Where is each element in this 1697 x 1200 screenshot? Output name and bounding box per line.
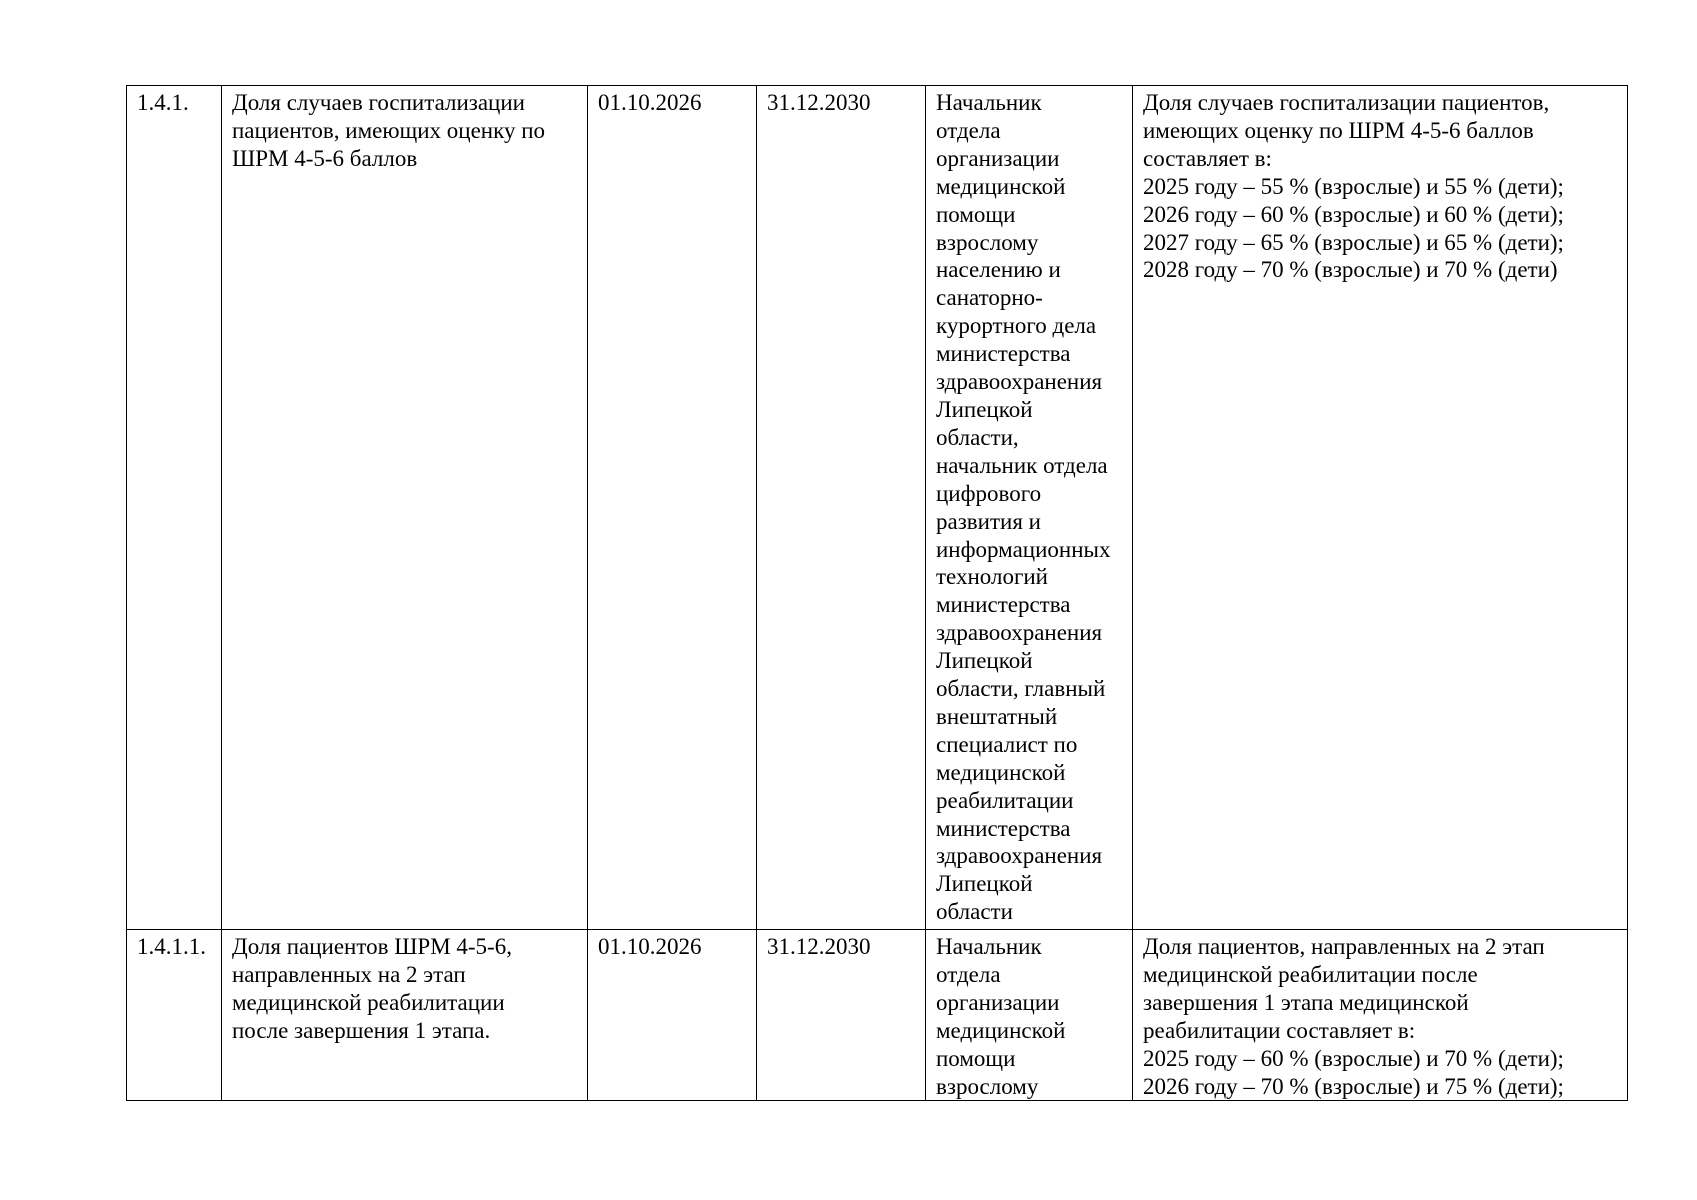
table-row (127, 930, 1628, 1101)
responsible-line: цифрового (936, 480, 1042, 506)
responsible-line: Начальник (936, 934, 1042, 959)
responsible-line: министерства (936, 815, 1071, 841)
result-cell (1133, 930, 1628, 1101)
responsible-line: взрослому (936, 229, 1039, 255)
responsible-line: медицинской (936, 173, 1066, 199)
item-number: 1.4.1. (137, 90, 189, 115)
item-name-line: ШРМ 4-5-6 баллов (232, 145, 418, 171)
responsible-line: санаторно- (936, 285, 1043, 311)
item-name-cell (222, 86, 588, 930)
responsible-line: помощи (936, 201, 1016, 227)
result-line: реабилитации составляет в: (1143, 1017, 1416, 1043)
responsible-line: здравоохранения (936, 620, 1103, 646)
item-name-line: Доля случаев госпитализации (232, 90, 525, 115)
responsible-line: развития и (936, 508, 1041, 534)
result-cell (1133, 86, 1628, 930)
item-name-cell (222, 930, 588, 1101)
responsible-line: информационных (936, 536, 1111, 562)
end-date: 31.12.2030 (767, 934, 871, 959)
responsible-line: медицинской (936, 759, 1066, 785)
item-name-line: направленных на 2 этап (232, 961, 466, 987)
start-date: 01.10.2026 (598, 934, 702, 959)
result-line: 2025 году – 55 % (взрослые) и 55 % (дети); (1143, 173, 1564, 199)
item-name-line: медицинской реабилитации (232, 989, 505, 1015)
responsible-line: Липецкой (936, 648, 1033, 674)
table-row (127, 86, 1628, 930)
result-line: 2026 году – 60 % (взрослые) и 60 % (дети); (1143, 201, 1564, 227)
responsible-line: Начальник (936, 90, 1042, 115)
item-number-cell (127, 930, 222, 1101)
responsible-line: помощи (936, 1045, 1016, 1071)
responsible-cell (926, 930, 1133, 1101)
responsible-cell (926, 86, 1133, 930)
result-line: 2025 году – 60 % (взрослые) и 70 % (дети); (1143, 1045, 1564, 1071)
responsible-line: министерства (936, 341, 1071, 367)
start-date-cell (588, 86, 757, 930)
responsible-line: специалист по (936, 731, 1078, 757)
responsible-line: отдела (936, 117, 1001, 143)
start-date: 01.10.2026 (598, 90, 702, 115)
responsible-line: области (936, 899, 1013, 925)
responsible-line: здравоохранения (936, 369, 1103, 395)
responsible-line: организации (936, 989, 1060, 1015)
responsible-line: области, (936, 424, 1019, 450)
responsible-line: здравоохранения (936, 843, 1103, 869)
plan-table (126, 85, 1628, 1101)
item-name-line: после завершения 1 этапа. (232, 1017, 491, 1043)
result-line: медицинской реабилитации после (1143, 961, 1478, 987)
result-line: 2028 году – 70 % (взрослые) и 70 % (дети) (1143, 257, 1558, 283)
item-number: 1.4.1.1. (137, 934, 206, 959)
result-line: Доля случаев госпитализации пациентов, (1143, 90, 1550, 115)
responsible-line: взрослому (936, 1073, 1039, 1099)
end-date: 31.12.2030 (767, 90, 871, 115)
responsible-line: технологий (936, 564, 1048, 590)
result-line: Доля пациентов, направленных на 2 этап (1143, 934, 1545, 959)
responsible-line: организации (936, 145, 1060, 171)
responsible-line: населению и (936, 257, 1061, 283)
responsible-line: реабилитации (936, 787, 1074, 813)
result-line: 2027 году – 65 % (взрослые) и 65 % (дети); (1143, 229, 1564, 255)
start-date-cell (588, 930, 757, 1101)
end-date-cell (757, 86, 926, 930)
responsible-line: медицинской (936, 1017, 1066, 1043)
item-name-line: Доля пациентов ШРМ 4-5-6, (232, 934, 512, 959)
responsible-line: области, главный (936, 676, 1106, 702)
result-line: завершения 1 этапа медицинской (1143, 989, 1469, 1015)
responsible-line: курортного дела (936, 313, 1097, 339)
result-line: имеющих оценку по ШРМ 4-5-6 баллов (1143, 117, 1534, 143)
responsible-line: Липецкой (936, 871, 1033, 897)
end-date-cell (757, 930, 926, 1101)
responsible-line: министерства (936, 592, 1071, 618)
responsible-line: внештатный (936, 703, 1058, 729)
result-line: составляет в: (1143, 145, 1272, 171)
result-line: 2026 году – 70 % (взрослые) и 75 % (дети); (1143, 1073, 1564, 1099)
responsible-line: начальник отдела (936, 452, 1108, 478)
responsible-line: отдела (936, 961, 1001, 987)
item-number-cell (127, 86, 222, 930)
responsible-line: Липецкой (936, 396, 1033, 422)
item-name-line: пациентов, имеющих оценку по (232, 117, 546, 143)
